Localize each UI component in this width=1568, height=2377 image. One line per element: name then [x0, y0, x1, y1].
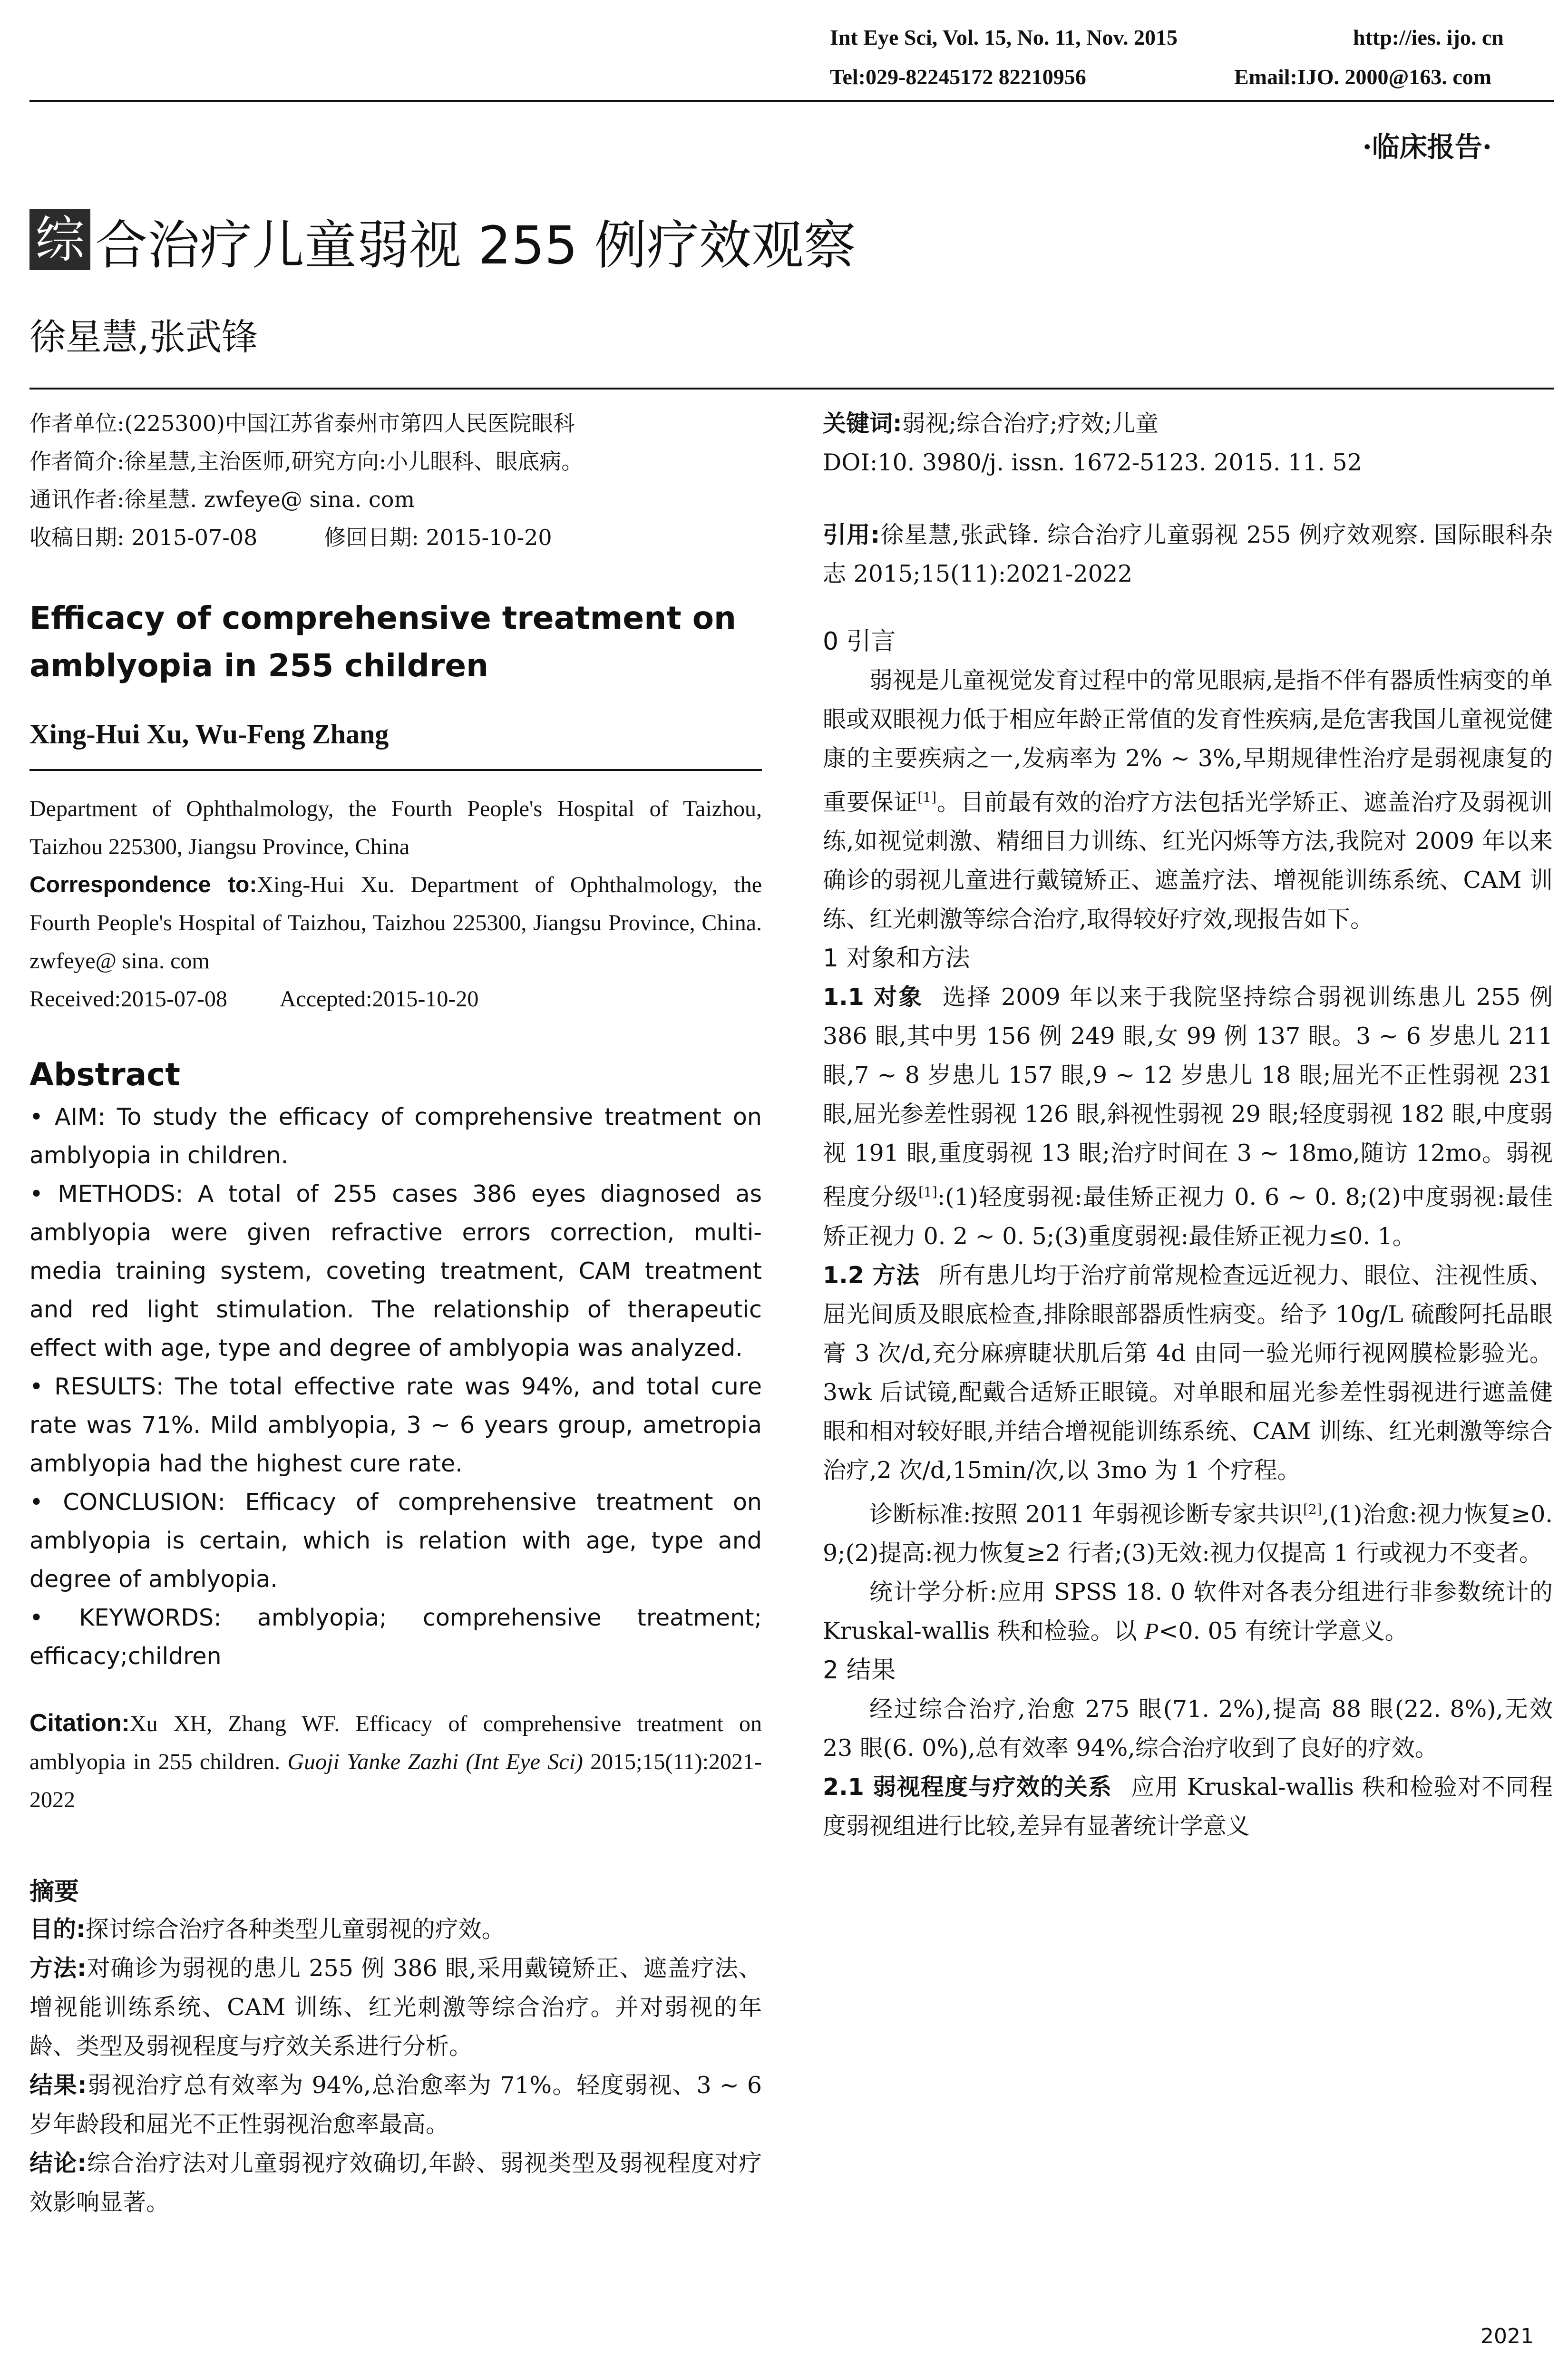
journal-tel: Tel:029-82245172 82210956	[830, 65, 1086, 89]
english-affiliation: Department of Ophthalmology, the Fourth People's Hospital of Taizhou, Taizhou 225300, Jiangsu Province, China	[29, 796, 762, 859]
result-text: 弱视治疗总有效率为 94%,总治愈率为 71%。轻度弱视、3 ~ 6 岁年龄段和屈光不正性弱视治愈率最高。	[29, 2072, 762, 2138]
zh-citation	[823, 516, 1553, 594]
header-rule	[29, 100, 1554, 102]
method-label: 方法:	[29, 1955, 87, 1982]
english-accepted: Accepted:2015-10-20	[279, 986, 479, 1012]
cite-label: 引用:	[823, 521, 880, 548]
journal-info: Int Eye Sci, Vol. 15, No. 11, Nov. 2015	[830, 25, 1178, 49]
results-paragraph: 经过综合治疗,治愈 275 眼(71. 2%),提高 88 眼(22. 8%),无效 23 眼(6. 0%),总有效率 94%,综合治疗收到了良好的疗效。	[823, 1695, 1553, 1762]
stats-paragraph	[823, 1573, 1553, 1651]
degree-efficacy-text: 应用 Kruskal-wallis 秩和检验对不同程度弱视组进行比较,差异有显著统计学意义	[823, 1773, 1553, 1840]
abstract-aim: • AIM: To study the efficacy of comprehensive treatment on amblyopia in children.	[29, 1103, 762, 1169]
english-author-rule	[29, 769, 762, 771]
citation-volume: 2015;15(11):2021-2022	[29, 1749, 762, 1812]
conclusion-label: 结论:	[29, 2150, 87, 2177]
degree-efficacy-paragraph	[823, 1768, 1553, 1846]
subjects-label: 1.1 对象	[823, 984, 924, 1011]
english-received: Received:2015-07-08	[29, 986, 227, 1012]
english-authors: Xing-Hui Xu, Wu-Feng Zhang	[29, 719, 389, 750]
zh-abstract-conclusion	[29, 2144, 762, 2222]
journal-header-line	[830, 25, 1554, 50]
methods-label: 1.2 方法	[823, 1261, 920, 1289]
intro-text-2: 。目前最有效的治疗方法包括光学矫正、遮盖治疗及弱视训练,如视觉刺激、精细目力训练、红光闪烁等方法,我院对 2009 年以来确诊的弱视儿童进行戴镜矫正、遮盖疗法、增视能训练系统、CAM 训练、红光刺激等综合治疗,取得较好疗效,现报告如下。	[823, 789, 1553, 933]
correspondence-label: Correspondence to:	[29, 872, 257, 897]
zh-abstract-goal	[29, 1910, 762, 1949]
stats-text: 统计学分析:应用 SPSS 18. 0 软件对各表分组进行非参数统计的 Kruskal-wallis 秩和检验。以	[823, 1578, 1553, 1645]
goal-text: 探讨综合治疗各种类型儿童弱视的疗效。	[85, 1916, 505, 1943]
citation-label: Citation:	[29, 1709, 130, 1737]
subjects-text: 选择 2009 年以来于我院坚持综合弱视训练患儿 255 例 386 眼,其中男 156 例 249 眼,女 99 例 137 眼。3 ~ 6 岁患儿 211 眼,7 ~ 8 岁患儿 157 眼,9 ~ 12 岁患儿 18 眼;屈光不正性弱视 231 眼,屈光参差性弱视 126 眼,斜视性弱视 29 眼;轻度弱视 182 眼,中度弱视 191 眼,重度弱视 13 眼;治疗时间在 3 ~ 18mo,随访 12mo。弱视程度分级	[823, 984, 1553, 1211]
goal-label: 目的:	[29, 1916, 86, 1943]
section-2-heading: 2 结果	[823, 1656, 896, 1685]
citation-journal: Guoji Yanke Zazhi (Int Eye Sci)	[287, 1749, 583, 1774]
intro-text: 弱视是儿童视觉发育过程中的常见眼病,是指不伴有器质性病变的单眼或双眼视力低于相应年龄正常值的发育性疾病,是危害我国儿童视觉健康的主要疾病之一,发病率为 2% ~ 3%,早期规律性治疗是弱视康复的重要保证	[823, 667, 1553, 816]
english-title: Efficacy of comprehensive treatment on amblyopia in 255 children	[29, 600, 737, 684]
doi[interactable]: DOI:10. 3980/j. issn. 1672-5123. 2015. 11. 52	[823, 449, 1362, 476]
stats-text-2: <0. 05 有统计学意义。	[1159, 1617, 1408, 1645]
zh-abstract-method	[29, 1949, 762, 2066]
author-unit: 作者单位:(225300)中国江苏省泰州市第四人民医院眼科	[29, 410, 575, 436]
section-1-heading: 1 对象和方法	[823, 944, 970, 973]
method-text: 对确诊为弱视的患儿 255 例 386 眼,采用戴镜矫正、遮盖疗法、增视能训练系统、CAM 训练、红光刺激等综合治疗。并对弱视的年龄、类型及弱视程度与疗效关系进行分析。	[29, 1955, 762, 2060]
journal-url[interactable]: http://ies. ijo. cn	[1353, 25, 1504, 49]
paper-authors: 徐星慧,张武锋	[29, 316, 258, 358]
methods-paragraph	[823, 1256, 1553, 1490]
zh-abstract-result	[29, 2066, 762, 2144]
p-value-symbol: P	[1144, 1617, 1159, 1644]
abstract-conclusion: • CONCLUSION: Efficacy of comprehensive treatment on amblyopia is certain, which is relation with age, type and degree of amblyopia.	[29, 1489, 762, 1593]
criteria-paragraph	[823, 1490, 1553, 1573]
section-label: ·临床报告·	[1362, 131, 1492, 163]
criteria-text-2: ,(1)治愈:视力恢复≥0. 9;(2)提高:视力恢复≥2 行者;(3)无效:视力仅提高 1 行或视力不变者。	[823, 1500, 1553, 1567]
journal-email[interactable]: Email:IJO. 2000@163. com	[1234, 65, 1492, 89]
methods-text: 所有患儿均于治疗前常规检查远近视力、眼位、注视性质、屈光间质及眼底检查,排除眼部器质性病变。给予 10g/L 硫酸阿托品眼膏 3 次/d,充分麻痹睫状肌后第 4d 由同一验光师行视网膜检影验光。3wk 后试镜,配戴合适矫正眼镜。对单眼和屈光参差性弱视进行遮盖健眼和相对较好眼,并结合增视能训练系统、CAM 训练、红光刺激等综合治疗,2 次/d,15min/次,以 3mo 为 1 个疗程。	[823, 1261, 1553, 1484]
abstract-heading: Abstract	[29, 1056, 180, 1093]
english-citation	[29, 1704, 762, 1819]
ref-1[interactable]: [1]	[917, 789, 937, 805]
conclusion-text: 综合治疗法对儿童弱视疗效确切,年龄、弱视类型及弱视程度对疗效影响显著。	[29, 2150, 762, 2216]
criteria-text: 诊断标准:按照 2011 年弱视诊断专家共识	[869, 1500, 1303, 1528]
received-date: 收稿日期: 2015-07-08	[29, 525, 258, 550]
corresponding-author: 通讯作者:徐星慧. zwfeye@ sina. com	[29, 487, 415, 512]
keywords-text: 弱视;综合治疗;疗效;儿童	[902, 410, 1159, 437]
page-number: 2021	[1480, 2324, 1534, 2348]
subjects-text-2: :(1)轻度弱视:最佳矫正视力 0. 6 ~ 0. 8;(2)中度弱视:最佳矫正视力 0. 2 ~ 0. 5;(3)重度弱视:最佳矫正视力≤0. 1。	[823, 1183, 1553, 1250]
citation-text: Xu XH, Zhang WF. Efficacy of comprehensive treatment on amblyopia in 255 children.	[29, 1711, 762, 1774]
journal-contact-line	[830, 64, 1554, 89]
english-correspondence	[29, 866, 762, 980]
subjects-paragraph	[823, 978, 1553, 1256]
title-initial: 综	[29, 209, 90, 270]
cite-text: 徐星慧,张武锋. 综合治疗儿童弱视 255 例疗效观察. 国际眼科杂志 2015;15(11):2021-2022	[823, 521, 1553, 587]
dates	[29, 518, 762, 556]
revised-date: 修回日期: 2015-10-20	[324, 525, 552, 550]
left-column	[29, 404, 762, 2222]
zh-abstract-heading: 摘要	[29, 1878, 79, 1906]
zh-keywords	[823, 404, 1553, 443]
author-rule	[29, 388, 1554, 390]
right-column	[823, 404, 1553, 1846]
intro-paragraph	[823, 661, 1553, 939]
keywords-label: 关键词:	[823, 410, 902, 437]
abstract-keywords: • KEYWORDS: amblyopia; comprehensive treatment; efficacy;children	[29, 1604, 762, 1670]
result-label: 结果:	[29, 2072, 87, 2099]
abstract-results: • RESULTS: The total effective rate was 94%, and total cure rate was 71%. Mild amblyopia, 3 ~ 6 years group, ametropia amblyopia had the highest cure rate.	[29, 1373, 762, 1477]
abstract-methods: • METHODS: A total of 255 cases 386 eyes diagnosed as amblyopia were given refractive errors correction, multi-media training system, coveting treatment, CAM treatment and red light stimulation. The relationship of therapeutic effect with age, type and degree of amblyopia was analyzed.	[29, 1180, 762, 1362]
correspondence-text: Xing-Hui Xu. Department of Ophthalmology, the Fourth People's Hospital of Taizhou, Taizhou 225300, Jiangsu Province, China. zwfeye@ sina. com	[29, 872, 762, 974]
paper-title: 合治疗儿童弱视 255 例疗效观察	[95, 215, 856, 276]
section-0-heading: 0 引言	[823, 627, 896, 656]
ref-2[interactable]: [2]	[1303, 1501, 1322, 1517]
ref-1b[interactable]: [1]	[918, 1184, 937, 1200]
degree-efficacy-label: 2.1 弱视程度与疗效的关系	[823, 1773, 1112, 1801]
author-bio: 作者简介:徐星慧,主治医师,研究方向:小儿眼科、眼底病。	[29, 448, 584, 474]
english-dates	[29, 980, 762, 1018]
